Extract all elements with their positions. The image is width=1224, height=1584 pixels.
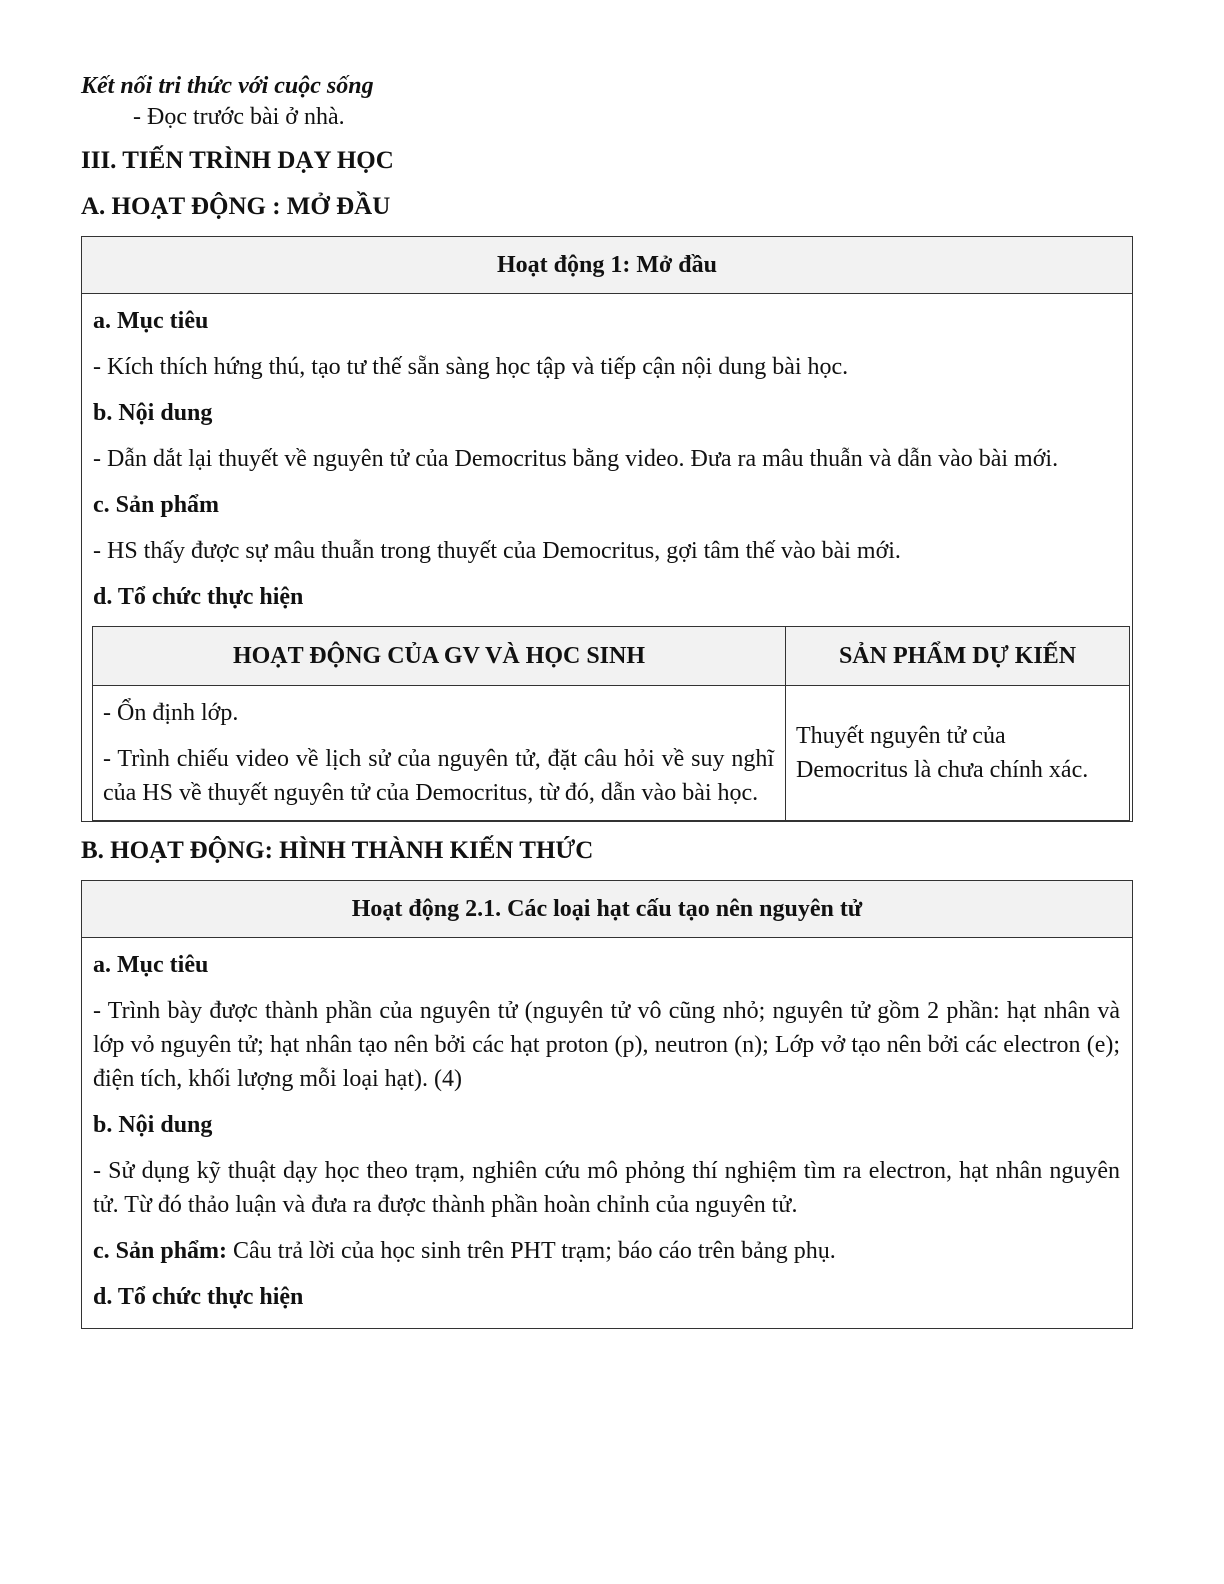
column-header-activities: HOẠT ĐỘNG CỦA GV VÀ HỌC SINH [93,627,786,686]
expected-product-text: Thuyết nguyên tử của Democritus là chưa chính xác. [796,723,1089,783]
content-text: - Sử dụng kỹ thuật dạy học theo trạm, nghiên cứu mô phỏng thí nghiệm tìm ra electron, hạt nhân nguyên tử. Từ đó thảo luận và đưa ra được thành phần hoàn chỉnh của nguyên tử. [93,1158,1120,1218]
content-text: - Dẫn dắt lại thuyết về nguyên tử của Democritus bằng video. Đưa ra mâu thuẫn và dẫn vào bài mới. [93,446,1059,472]
activity-2-1-title: Hoạt động 2.1. Các loại hạt cấu tạo nên nguyên tử [82,881,1132,938]
product-label: c. Sản phẩm: [93,1238,228,1264]
activity-1-body [82,294,1132,821]
table-row [93,686,1130,821]
activity-1-title: Hoạt động 1: Mở đầu [82,237,1132,294]
activity-2-1-body [82,938,1132,1328]
section-heading-teaching-process: III. TIẾN TRÌNH DẠY HỌC [81,147,394,174]
column-header-expected-product: SẢN PHẨM DỰ KIẾN [786,627,1130,686]
activity-1-box [81,236,1133,822]
document-page [81,70,1133,1329]
content-label: b. Nội dung [93,1112,213,1138]
section-heading-knowledge-activity: B. HOẠT ĐỘNG: HÌNH THÀNH KIẾN THỨC [81,837,594,864]
objective-text: - Kích thích hứng thú, tạo tư thế sẵn sàng học tập và tiếp cận nội dung bài học. [93,354,849,380]
objective-text: - Trình bày được thành phần của nguyên tử (nguyên tử vô cũng nhỏ; nguyên tử gồm 2 phần: hạt nhân và lớp vỏ nguyên tử; hạt nhân tạo nên bởi các hạt proton (p), neutron (n); Lớp vở tạo nên bởi các electron (e); điện tích, khối lượng mỗi loại hạt). (4) [93,998,1120,1092]
activity-cell [93,686,786,821]
objective-label: a. Mục tiêu [93,952,209,978]
preparation-line: - Đọc trước bài ở nhà. [133,104,345,130]
implementation-label: d. Tổ chức thực hiện [93,1284,304,1310]
table-header-row [93,627,1130,686]
activity-2-1-box [81,880,1133,1329]
objective-label: a. Mục tiêu [93,308,209,334]
product-text: Câu trả lời của học sinh trên PHT trạm; báo cáo trên bảng phụ. [227,1238,836,1264]
implementation-label: d. Tổ chức thực hiện [93,584,304,610]
activity-step: - Ổn định lớp. [103,700,239,726]
product-line [93,1234,1120,1268]
activity-step: - Trình chiếu video về lịch sử của nguyên tử, đặt câu hỏi về suy nghĩ của HS về thuyết nguyên tử của Democritus, từ đó, dẫn vào bài học. [103,746,774,806]
content-label: b. Nội dung [93,400,213,426]
section-heading-opening-activity: A. HOẠT ĐỘNG : MỞ ĐẦU [81,193,391,220]
product-text: - HS thấy được sự mâu thuẫn trong thuyết của Democritus, gợi tâm thế vào bài mới. [93,538,901,564]
product-label: c. Sản phẩm [93,492,220,518]
activity-1-table [92,626,1130,821]
textbook-series-line: Kết nối tri thức với cuộc sống [81,73,374,99]
expected-product-cell [786,686,1130,821]
